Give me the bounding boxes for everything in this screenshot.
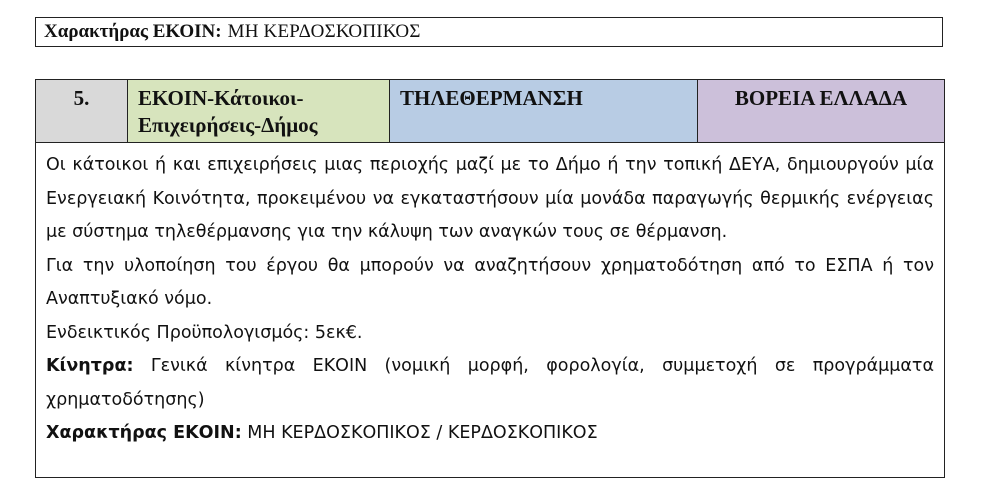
card-character-label: Χαρακτήρας ΕΚΟΙΝ: <box>46 423 242 443</box>
technology-label: ΤΗΛΕΘΕΡΜΑΝΣΗ <box>390 80 698 142</box>
card-number: 5. <box>36 80 128 142</box>
incentives-paragraph <box>46 350 934 417</box>
character-paragraph <box>46 417 934 451</box>
incentives-text: Γενικά κίνητρα ΕΚΟΙΝ (νομική μορφή, φορολογία, συμμετοχή σε προγράμματα χρηματοδότησης) <box>46 356 934 410</box>
community-type: ΕΚΟΙΝ-Κάτοικοι-Επιχειρήσεις-Δήμος <box>128 80 390 142</box>
region-label: ΒΟΡΕΙΑ ΕΛΛΑΔΑ <box>698 80 944 142</box>
character-value: ΜΗ ΚΕΡΔΟΣΚΟΠΙΚΟΣ <box>227 21 421 42</box>
card-body <box>36 143 944 451</box>
character-summary-box <box>35 17 943 47</box>
incentives-label: Κίνητρα: <box>46 356 134 376</box>
character-label: Χαρακτήρας ΕΚΟΙΝ: <box>44 21 222 42</box>
community-card <box>35 79 945 478</box>
description-paragraph: Οι κάτοικοι ή και επιχειρήσεις μιας περιοχής μαζί με το Δήμο ή την τοπική ΔΕΥΑ, δημιουργούν μία Ενεργειακή Κοινότητα, προκειμένου να εγκαταστήσουν μία μονάδα παραγωγής θερμικής ενέργειας με σύστημα τηλεθέρμανσης για την κάλυψη των αναγκών τους σε θέρμανση. <box>46 155 934 242</box>
budget-paragraph: Ενδεικτικός Προϋπολογισμός: 5εκ€. <box>46 322 363 343</box>
card-header <box>36 80 944 143</box>
card-character-value: ΜΗ ΚΕΡΔΟΣΚΟΠΙΚΟΣ / ΚΕΡΔΟΣΚΟΠΙΚΟΣ <box>247 423 598 443</box>
funding-paragraph: Για την υλοποίηση του έργου θα μπορούν να αναζητήσουν χρηματοδότηση από το ΕΣΠΑ ή τον Αναπτυξιακό νόμο. <box>46 255 934 309</box>
